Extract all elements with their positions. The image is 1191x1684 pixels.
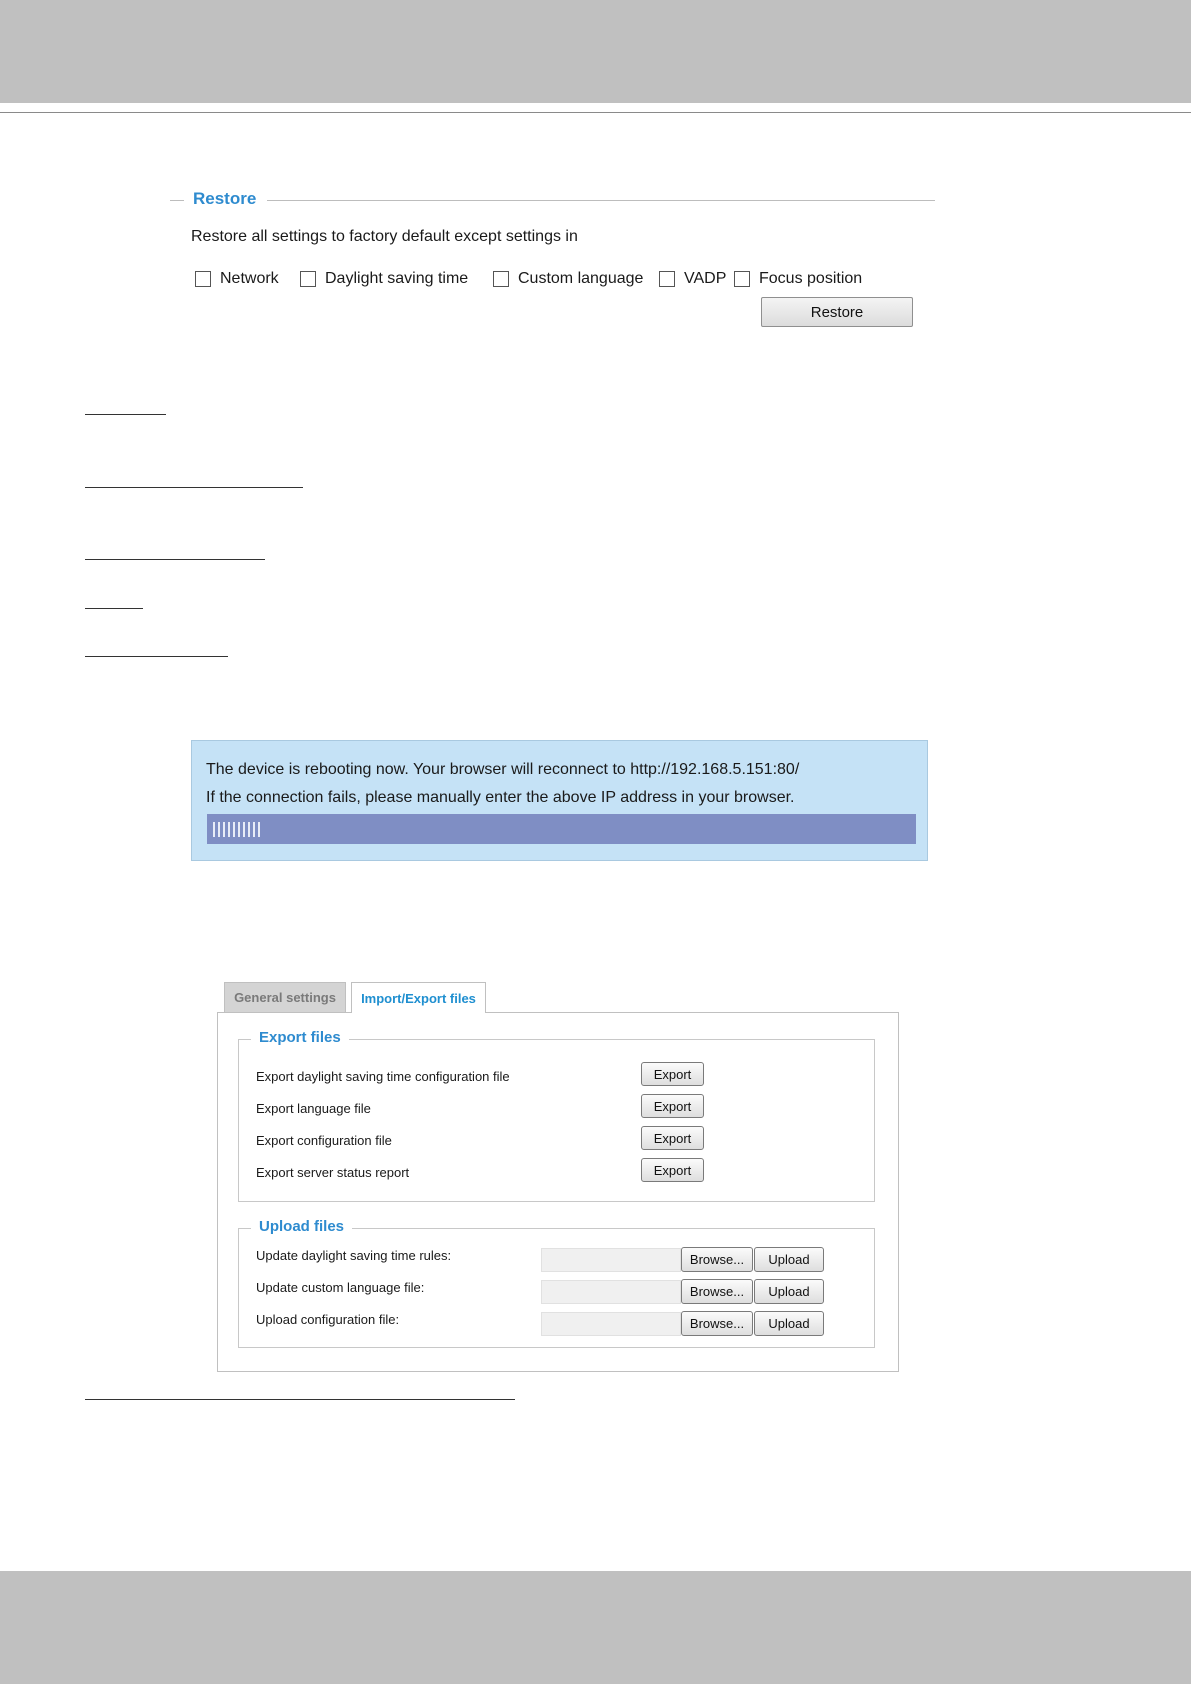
progress-tick	[213, 822, 215, 837]
upload-files-group	[238, 1218, 875, 1348]
restore-option-focus-position[interactable]	[734, 270, 862, 288]
underline-rule	[85, 1399, 515, 1400]
import-export-panel	[217, 1012, 899, 1372]
custom-language-upload-button[interactable]: Upload	[754, 1279, 824, 1304]
custom-language-browse-button[interactable]: Browse...	[681, 1279, 753, 1304]
restore-option-custom-language[interactable]	[493, 270, 643, 288]
export-files-title: Export files	[251, 1029, 349, 1046]
configuration-file-field[interactable]	[541, 1312, 681, 1336]
progress-tick	[223, 822, 225, 837]
restore-fieldset-border	[267, 200, 935, 201]
progress-tick	[253, 822, 255, 837]
page-header-band	[0, 0, 1191, 103]
export-row-label: Export configuration file	[256, 1133, 392, 1148]
custom-language-checkbox-label: Custom language	[518, 270, 644, 287]
restore-button[interactable]: Restore	[761, 297, 913, 327]
tab-general-settings[interactable]: General settings	[224, 982, 346, 1012]
upload-row-label: Update daylight saving time rules:	[256, 1248, 452, 1263]
restore-option-network[interactable]	[195, 270, 279, 288]
export-language-button[interactable]: Export	[641, 1094, 704, 1118]
reboot-progress-bar	[207, 814, 916, 844]
progress-tick	[258, 822, 260, 837]
export-row-label: Export language file	[256, 1101, 371, 1116]
export-configuration-button[interactable]: Export	[641, 1126, 704, 1150]
underline-rule	[85, 487, 303, 488]
progress-tick	[228, 822, 230, 837]
progress-tick	[243, 822, 245, 837]
upload-row-label: Update custom language file:	[256, 1280, 425, 1295]
underline-rule	[85, 608, 143, 609]
export-files-group	[238, 1029, 875, 1202]
underline-rule	[85, 656, 228, 657]
progress-tick	[238, 822, 240, 837]
upload-row-label: Upload configuration file:	[256, 1312, 400, 1327]
tab-import-export-files[interactable]: Import/Export files	[351, 982, 486, 1013]
daylight-saving-time-checkbox[interactable]	[300, 271, 316, 287]
export-row-label: Export daylight saving time configuration file	[256, 1069, 510, 1084]
dst-rules-upload-button[interactable]: Upload	[754, 1247, 824, 1272]
restore-option-daylight-saving-time[interactable]	[300, 270, 468, 288]
custom-language-file-field[interactable]	[541, 1280, 681, 1304]
progress-tick	[233, 822, 235, 837]
vadp-checkbox[interactable]	[659, 271, 675, 287]
restore-section-title: Restore	[193, 189, 257, 208]
export-daylight-saving-button[interactable]: Export	[641, 1062, 704, 1086]
dst-rules-browse-button[interactable]: Browse...	[681, 1247, 753, 1272]
progress-tick	[218, 822, 220, 837]
progress-fill	[213, 822, 260, 837]
reboot-message-line-2: If the connection fails, please manually enter the above IP address in your browser.	[206, 789, 795, 806]
export-server-status-button[interactable]: Export	[641, 1158, 704, 1182]
header-divider	[0, 112, 1191, 113]
upload-files-title: Upload files	[251, 1218, 352, 1235]
network-checkbox-label: Network	[220, 270, 279, 287]
restore-description: Restore all settings to factory default except settings in	[191, 228, 578, 245]
restore-option-vadp[interactable]	[659, 270, 726, 288]
focus-position-checkbox-label: Focus position	[759, 270, 863, 287]
underline-rule	[85, 559, 265, 560]
progress-tick	[248, 822, 250, 837]
restore-fieldset-border	[170, 200, 184, 201]
network-checkbox[interactable]	[195, 271, 211, 287]
configuration-browse-button[interactable]: Browse...	[681, 1311, 753, 1336]
dst-rules-file-field[interactable]	[541, 1248, 681, 1272]
configuration-upload-button[interactable]: Upload	[754, 1311, 824, 1336]
page-footer-band	[0, 1571, 1191, 1684]
underline-rule	[85, 414, 166, 415]
focus-position-checkbox[interactable]	[734, 271, 750, 287]
vadp-checkbox-label: VADP	[684, 270, 727, 287]
custom-language-checkbox[interactable]	[493, 271, 509, 287]
reboot-notice	[191, 740, 928, 861]
reboot-message-line-1: The device is rebooting now. Your browser will reconnect to http://192.168.5.151:80/	[206, 761, 800, 778]
export-row-label: Export server status report	[256, 1165, 410, 1180]
daylight-saving-time-checkbox-label: Daylight saving time	[325, 270, 469, 287]
